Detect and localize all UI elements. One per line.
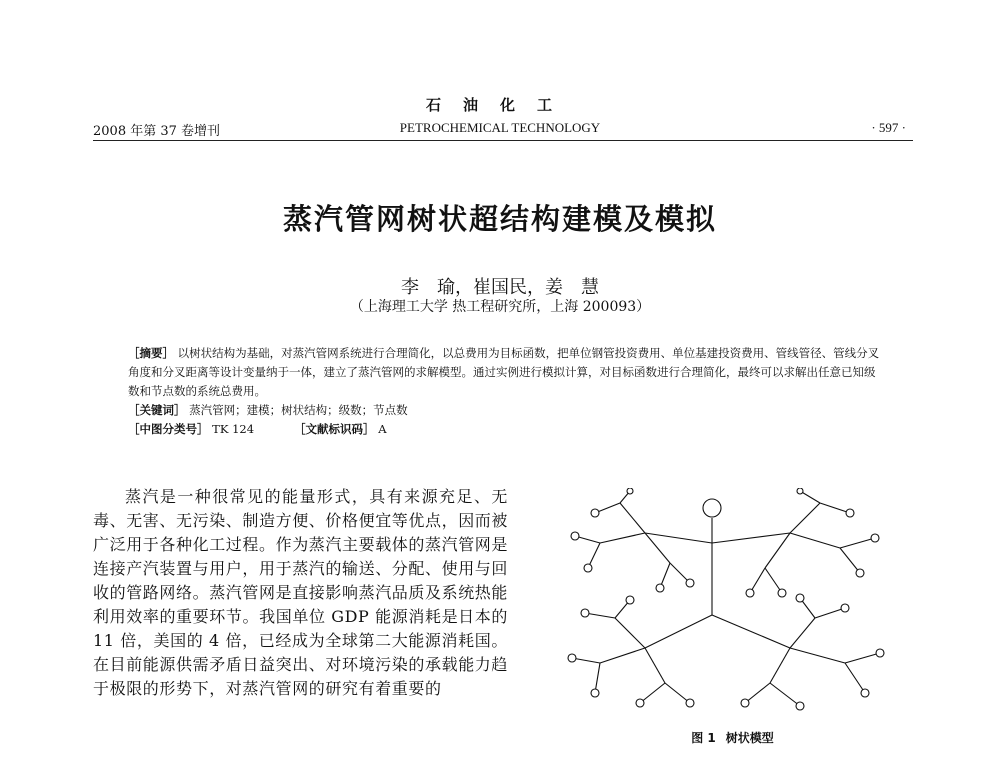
authors: 李 瑜，崔国民，姜 慧 — [401, 277, 599, 298]
classification-line — [128, 420, 883, 439]
page-number: · 597 · — [871, 120, 906, 135]
classification-value: TK 124 — [212, 422, 255, 436]
journal-name-cn: 石油化工 — [425, 96, 574, 114]
article-title: 蒸汽管网树状超结构建模及模拟 — [282, 202, 717, 236]
doc-code-label: ［文献标识码］ — [294, 422, 375, 436]
issue-info: 2008 年第 37 卷增刊 — [93, 124, 221, 139]
keywords-text: 蒸汽管网；建模；树状结构；级数；节点数 — [189, 403, 408, 417]
header-rule — [93, 140, 913, 141]
abstract-block — [128, 344, 883, 439]
tree-model-figure — [560, 488, 905, 718]
body-column — [93, 485, 508, 701]
figure-caption — [560, 729, 905, 746]
doc-code-value: A — [378, 422, 387, 436]
abstract-text: 以树状结构为基础，对蒸汽管网系统进行合理简化，以总费用为目标函数，把单位钢管投资费用、单位基建投资费用、管线管径、管线分叉角度和分叉距离等设计变量纳于一体，建立了蒸汽管网的求解模型。通过实例进行模拟计算，对目标函数进行合理简化，最终可以求解出任意已知级数和节点数的系统总费用。 — [128, 346, 880, 398]
abstract — [128, 344, 883, 401]
classification-label: ［中图分类号］ — [128, 422, 209, 436]
tree-structure — [568, 488, 884, 710]
affiliation: （上海理工大学 热工程研究所，上海 200093） — [349, 299, 651, 315]
keywords-label: ［关键词］ — [128, 403, 186, 417]
figure-caption-text: 树状模型 — [725, 731, 774, 745]
figure-label: 图 1 — [691, 731, 716, 745]
body-paragraph: 蒸汽是一种很常见的能量形式，具有来源充足、无毒、无害、无污染、制造方便、价格便宜等优点，因而被广泛用于各种化工过程。作为蒸汽主要载体的蒸汽管网是连接产汽装置与用户，用于蒸汽的输送、分配、使用与回收的管路网络。蒸汽管网是直接影响蒸汽品质及系统热能利用效率的重要环节。我国单位 GDP 能源消耗是日本的 11 倍，美国的 4 倍，已经成为全球第二大能源消耗国。在目前能源供需矛盾日益突出、对环境污染的承载能力趋于极限的形势下，对蒸汽管网的研究有着重要的 — [93, 487, 509, 698]
abstract-label: ［摘要］ — [128, 346, 174, 360]
keywords — [128, 401, 883, 420]
journal-name-en: PETROCHEMICAL TECHNOLOGY — [399, 120, 601, 135]
